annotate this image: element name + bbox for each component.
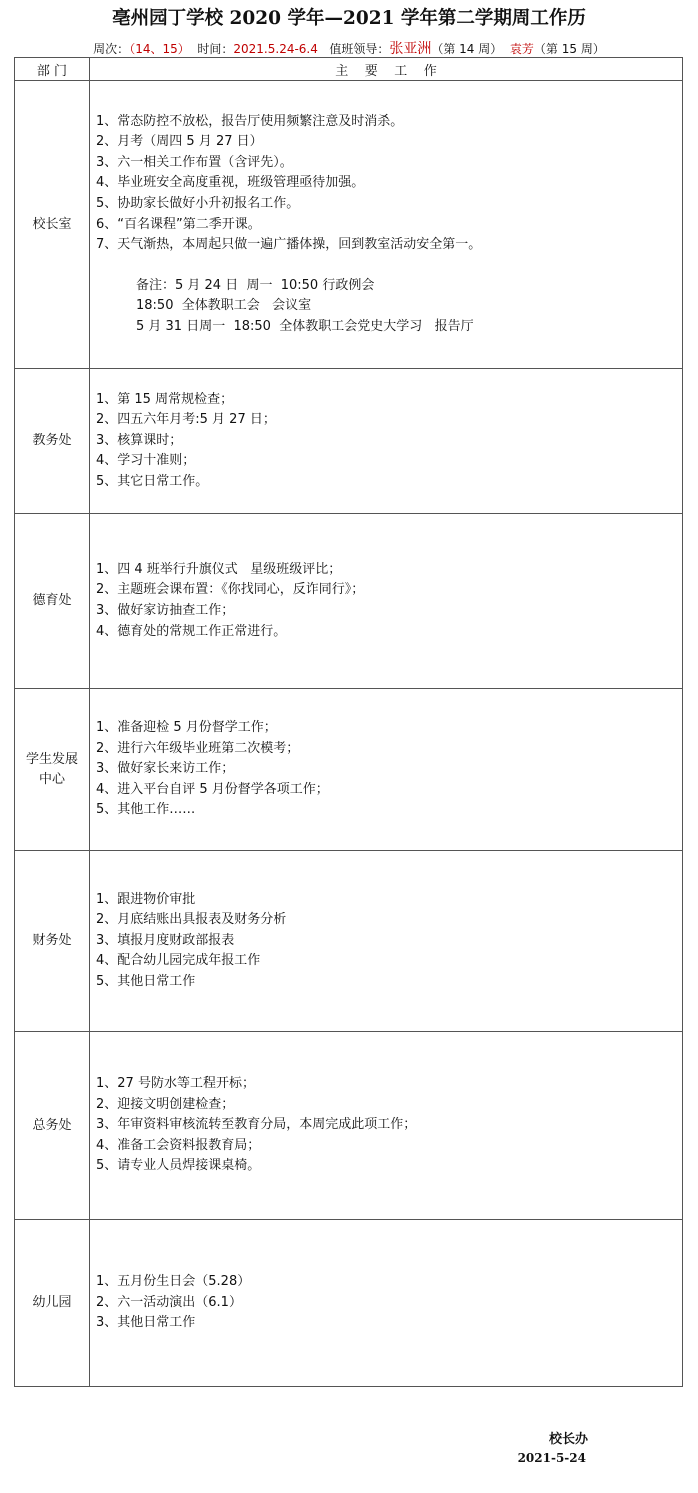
- leader-1-week: （第 14 周）: [431, 42, 503, 56]
- row-moral-education: [15, 514, 683, 689]
- work-item: 5、其他工作……: [96, 802, 196, 818]
- note-line: 备注：5 月 24 日 周一 10:50 行政例会: [136, 277, 375, 293]
- work-item: 2、月底结账出具报表及财务分析: [96, 912, 287, 928]
- row-general-affairs: [15, 1032, 683, 1220]
- work-item: 5、请专业人员焊接课桌椅。: [96, 1158, 261, 1174]
- work-schedule-table: [14, 57, 683, 1387]
- row-principal-office: [15, 81, 683, 369]
- dept-cell: 财务处: [15, 851, 90, 1032]
- work-item: 2、月考（周四 5 月 27 日）: [96, 134, 263, 150]
- document-title: 亳州园丁学校 2020 学年—2021 学年第二学期周工作历: [112, 8, 586, 29]
- work-item: 4、德育处的常规工作正常进行。: [96, 623, 287, 639]
- work-cell: [90, 689, 683, 851]
- row-kindergarten: [15, 1220, 683, 1387]
- leader-2-week: （第 15 周）: [533, 42, 605, 56]
- work-item: 4、进入平台自评 5 月份督学各项工作；: [96, 781, 329, 797]
- work-item: 2、四五六年月考:5 月 27 日；: [96, 412, 276, 428]
- work-item: 6、“百名课程”第二季开课。: [96, 216, 261, 232]
- leader-2: 袁芳: [509, 42, 534, 56]
- work-item: 1、五月份生日会（5.28）: [96, 1274, 251, 1290]
- work-item: 3、六一相关工作布置（含评先）。: [96, 154, 293, 170]
- work-item: 4、毕业班安全高度重视，班级管理亟待加强。: [96, 175, 365, 191]
- work-item: 3、年审资料审核流转至教育分局，本周完成此项工作；: [96, 1117, 417, 1133]
- header-dept: 部 门: [15, 58, 90, 81]
- work-cell: [90, 81, 683, 369]
- work-item: 1、27 号防水等工程开标；: [96, 1076, 255, 1092]
- dept-cell: 校长室: [15, 81, 90, 369]
- work-item: 5、协助家长做好小升初报名工作。: [96, 195, 300, 211]
- work-cell: [90, 1032, 683, 1220]
- work-item: 7、天气渐热，本周起只做一遍广播体操，回到教室活动安全第一。: [96, 237, 482, 253]
- note-line: 5 月 31 日周一 18:50 全体教职工会党史大学习 报告厅: [136, 318, 474, 334]
- work-item: 3、其他日常工作: [96, 1315, 196, 1331]
- work-item: 3、做好家访抽查工作；: [96, 603, 235, 618]
- schedule-meta: [0, 38, 698, 58]
- footer-date: 2021-5-24: [517, 1451, 586, 1465]
- row-finance: [15, 851, 683, 1032]
- dept-cell: 幼儿园: [15, 1220, 90, 1387]
- work-item: 1、跟进物价审批: [96, 891, 196, 907]
- work-item: 5、其它日常工作。: [96, 473, 209, 489]
- work-item: 3、填报月度财政部报表: [96, 932, 235, 948]
- work-cell: [90, 851, 683, 1032]
- dept-cell: 德育处: [15, 514, 90, 689]
- dept-cell: 学生发展中心: [15, 689, 90, 851]
- week-label: 周次：: [93, 42, 130, 56]
- work-cell: [90, 514, 683, 689]
- row-academic-affairs: [15, 369, 683, 514]
- dept-cell: 总务处: [15, 1032, 90, 1220]
- table-header-row: [15, 58, 683, 81]
- work-item: 2、六一活动演出（6.1）: [96, 1294, 242, 1310]
- note-line: 18:50 全体教职工会 会议室: [136, 298, 312, 314]
- work-item: 2、主题班会课布置：《你找同心，反诈同行》；: [96, 582, 365, 598]
- work-item: 3、核算课时；: [96, 432, 183, 448]
- footer-office: 校长办: [548, 1432, 588, 1447]
- time-label: 时间：: [197, 42, 234, 56]
- work-item: 1、准备迎检 5 月份督学工作；: [96, 720, 277, 736]
- work-item: 4、配合幼儿园完成年报工作: [96, 953, 261, 969]
- dept-cell: 教务处: [15, 369, 90, 514]
- work-item: 2、进行六年级毕业班第二次模考；: [96, 740, 300, 756]
- header-work: 主 要 工 作: [90, 58, 683, 81]
- week-value: （14、15）: [129, 42, 190, 56]
- work-item: 1、常态防控不放松，报告厅使用频繁注意及时消杀。: [96, 113, 404, 129]
- work-item: 1、第 15 周常规检查；: [96, 391, 234, 407]
- work-item: 4、准备工会资料报教育局；: [96, 1137, 261, 1153]
- work-item: 4、学习十准则；: [96, 453, 196, 469]
- work-item: 5、其他日常工作: [96, 973, 196, 989]
- row-student-development: [15, 689, 683, 851]
- time-value: 2021.5.24-6.4: [233, 42, 318, 56]
- leader-1: 张亚洲: [389, 41, 432, 57]
- work-cell: [90, 369, 683, 514]
- work-item: 3、做好家长来访工作；: [96, 761, 235, 777]
- work-item: 2、迎接文明创建检查；: [96, 1096, 235, 1112]
- leader-label: 值班领导：: [329, 42, 390, 56]
- work-cell: [90, 1220, 683, 1387]
- work-item: 1、四 4 班举行升旗仪式 星级班级评比；: [96, 561, 342, 577]
